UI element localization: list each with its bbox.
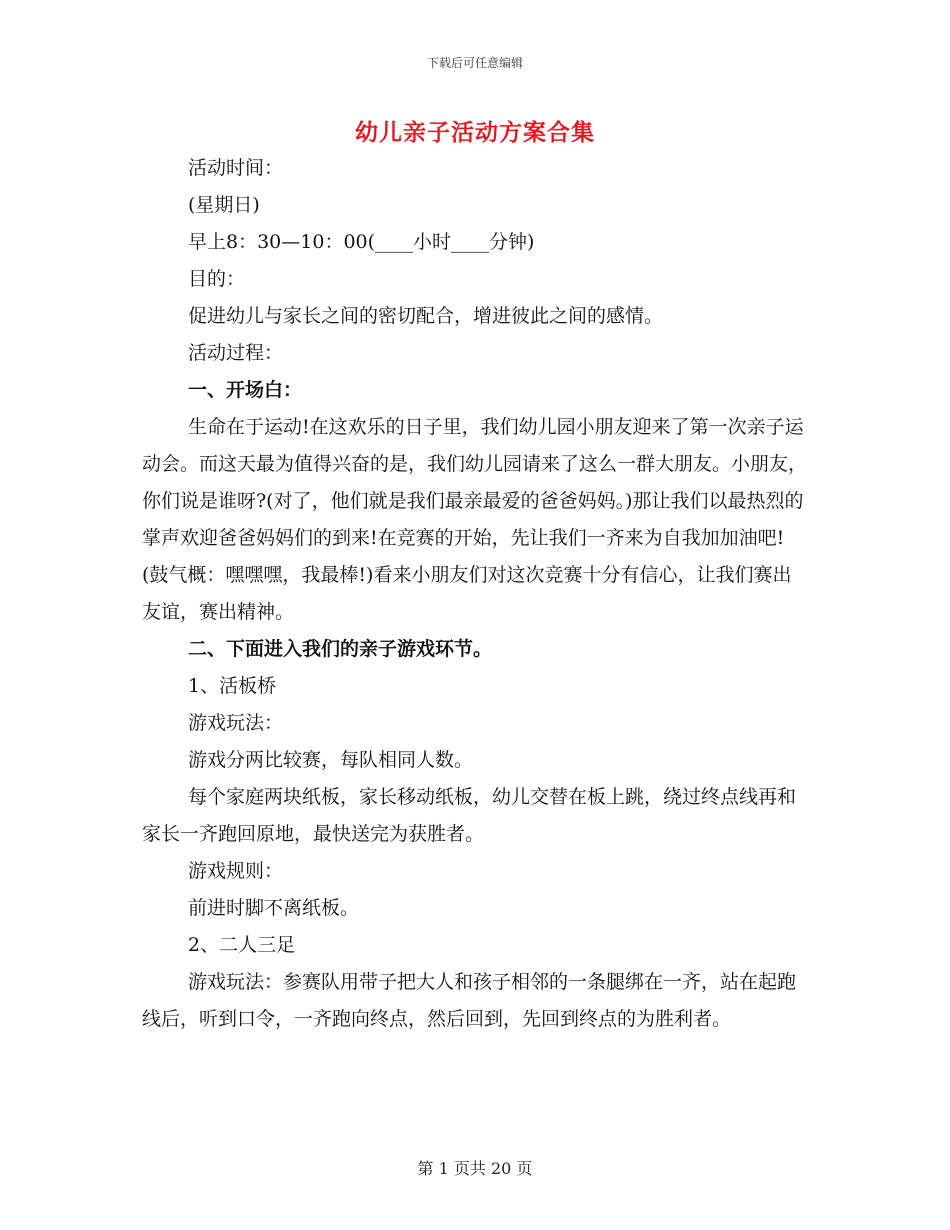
document-body xyxy=(142,150,810,1038)
heading-game-1: 1、活板桥 xyxy=(188,675,277,697)
paragraph-purpose: 促进幼儿与家长之间的密切配合，增进彼此之间的感情。 xyxy=(188,305,664,327)
paragraph-game-1-description: 每个家庭两块纸板，家长移动纸板，幼儿交替在板上跳，绕过终点线再和家长一齐跑回原地，最快送完为获胜者。 xyxy=(142,786,797,845)
paragraph-activity-time-label: 活动时间： xyxy=(188,157,284,179)
paragraph-purpose-label: 目的： xyxy=(188,268,246,290)
paragraph-weekday: (星期日) xyxy=(188,194,260,216)
page-footer: 第 1 页共 20 页 xyxy=(417,1159,533,1178)
document-title: 幼儿亲子活动方案合集 xyxy=(355,119,595,146)
paragraph-game-1-teams: 游戏分两比较赛，每队相同人数。 xyxy=(188,749,474,771)
paragraph-time-range: 早上8：30—10：00(____小时____分钟) xyxy=(188,231,535,253)
paragraph-game-1-rule: 前进时脚不离纸板。 xyxy=(188,897,360,919)
heading-opening: 一、开场白： xyxy=(188,379,303,401)
paragraph-opening-speech: 生命在于运动!在这欢乐的日子里，我们幼儿园小朋友迎来了第一次亲子运动会。而这天最为值得兴奋的是，我们幼儿园请来了这么一群大朋友。小朋友，你们说是谁呀?(对了，他们就是我们最亲最爱的爸爸妈妈。)那让我们以最热烈的掌声欢迎爸爸妈妈们的到来!在竞赛的开始，先让我们一齐来为自我加加油吧!(鼓气概：嘿嘿嘿，我最棒!)看来小朋友们对这次竞赛十分有信心，让我们赛出友谊，赛出精神。 xyxy=(142,416,808,623)
heading-parent-child-games: 二、下面进入我们的亲子游戏环节。 xyxy=(188,638,493,660)
paragraph-process-label: 活动过程： xyxy=(188,342,284,364)
heading-game-2: 2、二人三足 xyxy=(188,934,296,956)
paragraph-game-play-label-1: 游戏玩法： xyxy=(188,712,284,734)
paragraph-game-rules-label: 游戏规则： xyxy=(188,860,284,882)
paragraph-game-2-description: 游戏玩法：参赛队用带子把大人和孩子相邻的一条腿绑在一齐，站在起跑线后，听到口令，一齐跑向终点，然后回到，先回到终点的为胜利者。 xyxy=(142,971,797,1030)
header-note: 下载后可任意编辑 xyxy=(426,56,523,70)
